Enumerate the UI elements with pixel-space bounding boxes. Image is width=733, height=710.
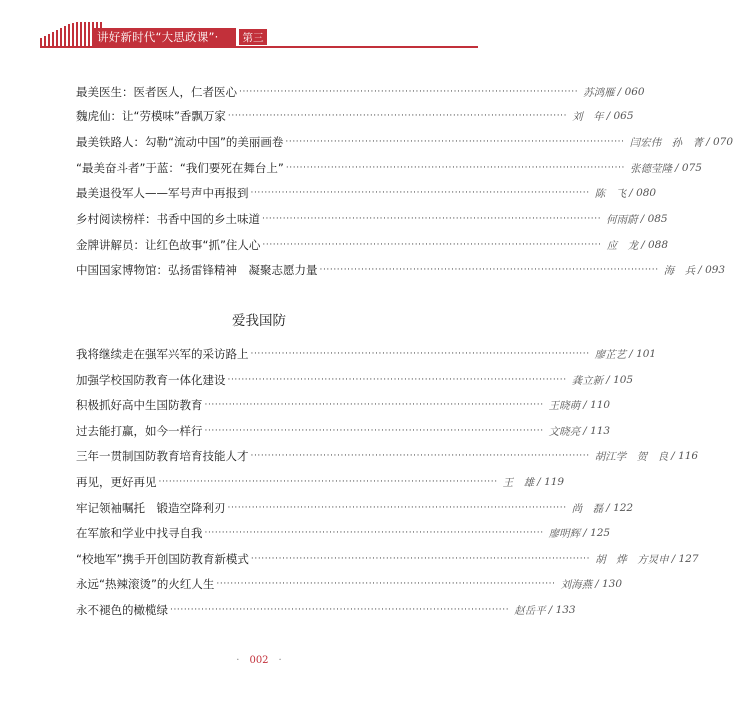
toc-entry[interactable] [76, 599, 576, 621]
toc-entry-author: 赵岳平 [514, 604, 546, 617]
toc-entry[interactable] [76, 259, 726, 281]
page-number: 088 [647, 239, 669, 251]
toc-entry-author: 王晓萌 [548, 399, 581, 412]
toc-entry-title: 我将继续走在强军兴军的采访路上 [76, 347, 249, 361]
toc-entry-page: / 116 [671, 450, 699, 462]
toc-entry-page: / 065 [606, 110, 634, 122]
page-number: 080 [636, 187, 657, 199]
toc-entry-title: 过去能打赢，如今一样行 [76, 424, 203, 438]
page-number: 101 [636, 348, 657, 360]
footer-dot-left: · [236, 655, 240, 666]
toc-entry-author: 海 兵 [663, 264, 696, 277]
toc-entry-title: 牢记领袖嘱托 锻造空降利刃 [76, 501, 226, 515]
toc-entry-title: 永不褪色的橄榄绿 [76, 603, 168, 617]
toc-entry-title: 魏虎仙：让“劳模味”香飘万家 [76, 109, 226, 123]
toc-entry-page: / 070 [706, 136, 733, 148]
toc-leader-dots: ·································································································· [319, 265, 659, 275]
page-number: 065 [613, 110, 634, 122]
page-number: 122 [613, 502, 634, 514]
toc-leader-dots: ·································································································· [227, 111, 568, 121]
toc-entry[interactable] [76, 131, 733, 153]
page-number: 093 [705, 264, 726, 276]
toc-entry-page: / 113 [583, 425, 611, 437]
toc-entry-page: / 093 [698, 264, 726, 276]
toc-leader-dots: ·································································································· [204, 426, 544, 436]
page-number: 119 [544, 476, 565, 488]
toc-entry-page: / 127 [671, 553, 699, 565]
section-heading: 爱我国防 [232, 313, 286, 329]
toc-entry-author: 尚 磊 [571, 502, 604, 515]
toc-entry-author: 闫宏伟 孙 菁 [629, 136, 704, 149]
toc-entry-page: / 080 [629, 187, 657, 199]
page-number: 085 [647, 213, 668, 225]
toc-entry-author: 廖明辉 [548, 527, 581, 540]
toc-entry[interactable] [76, 105, 634, 127]
page-number: 113 [590, 425, 611, 437]
toc-entry[interactable] [76, 497, 634, 519]
page-number: 105 [613, 374, 634, 386]
page-number: 127 [678, 553, 699, 565]
toc-leader-dots: ·································································································· [227, 375, 567, 385]
toc-entry[interactable] [76, 208, 668, 230]
toc-entry-title: 最美铁路人：勾勒“流动中国”的美丽画卷 [76, 135, 284, 149]
page-number-footer: 002 [249, 655, 269, 666]
toc-leader-dots: ·································································································· [204, 400, 544, 410]
page-number: 110 [590, 399, 611, 411]
toc-entry-title: 加强学校国防教育一体化建设 [76, 373, 226, 387]
page-number: 060 [624, 86, 645, 98]
toc-leader-dots: ·································································································· [204, 528, 544, 538]
toc-entry-title: 最美医生：医者医人，仁者医心 [76, 85, 237, 99]
toc-leader-dots: ·································································································· [285, 137, 625, 147]
toc-entry-author: 陈 飞 [594, 187, 627, 200]
toc-entry[interactable] [76, 445, 699, 467]
toc-entry-author: 苏鸿雁 [583, 86, 615, 99]
toc-entry-page: / 133 [548, 604, 576, 616]
toc-entry-author: 胡江学 贺 良 [594, 450, 669, 463]
toc-entry-author: 刘海燕 [560, 578, 593, 591]
toc-entry-author: 龚立新 [571, 374, 604, 387]
toc-entry[interactable] [76, 343, 657, 365]
toc-leader-dots: ·································································································· [170, 605, 510, 615]
page-number: 125 [590, 527, 611, 539]
toc-entry-author: 刘 年 [572, 110, 604, 123]
footer-dot-right: · [278, 655, 282, 666]
toc-entry-title: 永远“热辣滚烫”的火红人生 [76, 577, 215, 591]
volume-tag: 第三辑 [238, 28, 268, 46]
toc-entry-page: / 075 [675, 162, 702, 174]
toc-entry[interactable] [76, 81, 645, 103]
toc-entry-page: / 088 [641, 239, 669, 251]
toc-entry-title: 在军旅和学业中找寻自我 [76, 526, 203, 540]
toc-entry-title: 积极抓好高中生国防教育 [76, 398, 203, 412]
toc-entry-title: 乡村阅读榜样：书香中国的乡土味道 [76, 212, 260, 226]
toc-entry[interactable] [76, 182, 657, 204]
toc-entry-title: 最美退役军人——军号声中再报到 [76, 186, 249, 200]
toc-entry-page: / 122 [606, 502, 634, 514]
toc-leader-dots: ·································································································· [250, 451, 590, 461]
page-header [0, 0, 518, 62]
toc-entry[interactable] [76, 157, 702, 179]
toc-entry[interactable] [76, 234, 669, 256]
toc-entry-title: 中国国家博物馆：弘扬雷锋精神 凝聚志愿力量 [76, 263, 318, 277]
toc-entry-page: / 119 [537, 476, 565, 488]
toc-entry-author: 张德莹隆 [630, 162, 673, 175]
toc-leader-dots: ·································································································· [262, 214, 602, 224]
book-series-title: 讲好新时代“大思政课”· [97, 30, 219, 44]
toc-entry-title: “最美奋斗者”于蓝：“我们要死在舞台上” [76, 161, 284, 175]
toc-leader-dots: ·································································································· [216, 579, 556, 589]
toc-entry-author: 文晓亮 [548, 425, 581, 438]
toc-entry-page: / 105 [606, 374, 634, 386]
toc-entry-title: 再见，更好再见 [76, 475, 157, 489]
toc-entry[interactable] [76, 369, 634, 391]
toc-leader-dots: ·································································································· [250, 188, 590, 198]
toc-leader-dots: ·································································································· [250, 554, 591, 564]
toc-entry-page: / 060 [617, 86, 645, 98]
header-rule [40, 46, 478, 48]
toc-entry-author: 廖芷艺 [594, 348, 627, 361]
toc-leader-dots: ·································································································· [158, 477, 498, 487]
toc-leader-dots: ·································································································· [285, 163, 626, 173]
toc-entry[interactable] [76, 394, 611, 416]
toc-entry[interactable] [76, 573, 623, 595]
toc-entry-page: / 125 [583, 527, 611, 539]
toc-entry[interactable] [76, 420, 611, 442]
page-number: 130 [601, 578, 623, 590]
toc-leader-dots: ·································································································· [262, 240, 602, 250]
toc-entry-page: / 130 [595, 578, 623, 590]
toc-entry-page: / 110 [583, 399, 611, 411]
page-number: 070 [712, 136, 733, 148]
toc-entry-author: 应 龙 [606, 239, 639, 252]
page-number: 075 [681, 162, 702, 174]
toc-entry[interactable] [76, 548, 699, 570]
page-number: 116 [678, 450, 699, 462]
toc-entry-author: 王 雄 [502, 476, 535, 489]
toc-entry-page: / 101 [629, 348, 657, 360]
toc-entry-title: 金牌讲解员：让红色故事“抓”住人心 [76, 238, 261, 252]
toc-entry-title: 三年一贯制国防教育培育技能人才 [76, 449, 249, 463]
toc-entry[interactable] [76, 522, 611, 544]
page-number: 133 [555, 604, 576, 616]
page-footer [0, 655, 518, 666]
toc-entry-page: / 085 [640, 213, 668, 225]
toc-entry-author: 何雨蔚 [606, 213, 638, 226]
toc-entry-author: 胡 烨 方炅申 [595, 553, 669, 566]
toc-leader-dots: ·································································································· [239, 87, 579, 97]
toc-leader-dots: ·································································································· [227, 503, 567, 513]
toc-leader-dots: ·································································································· [250, 349, 590, 359]
toc-entry[interactable] [76, 471, 565, 493]
toc-entry-title: “校地军”携手开创国防教育新模式 [76, 552, 249, 566]
